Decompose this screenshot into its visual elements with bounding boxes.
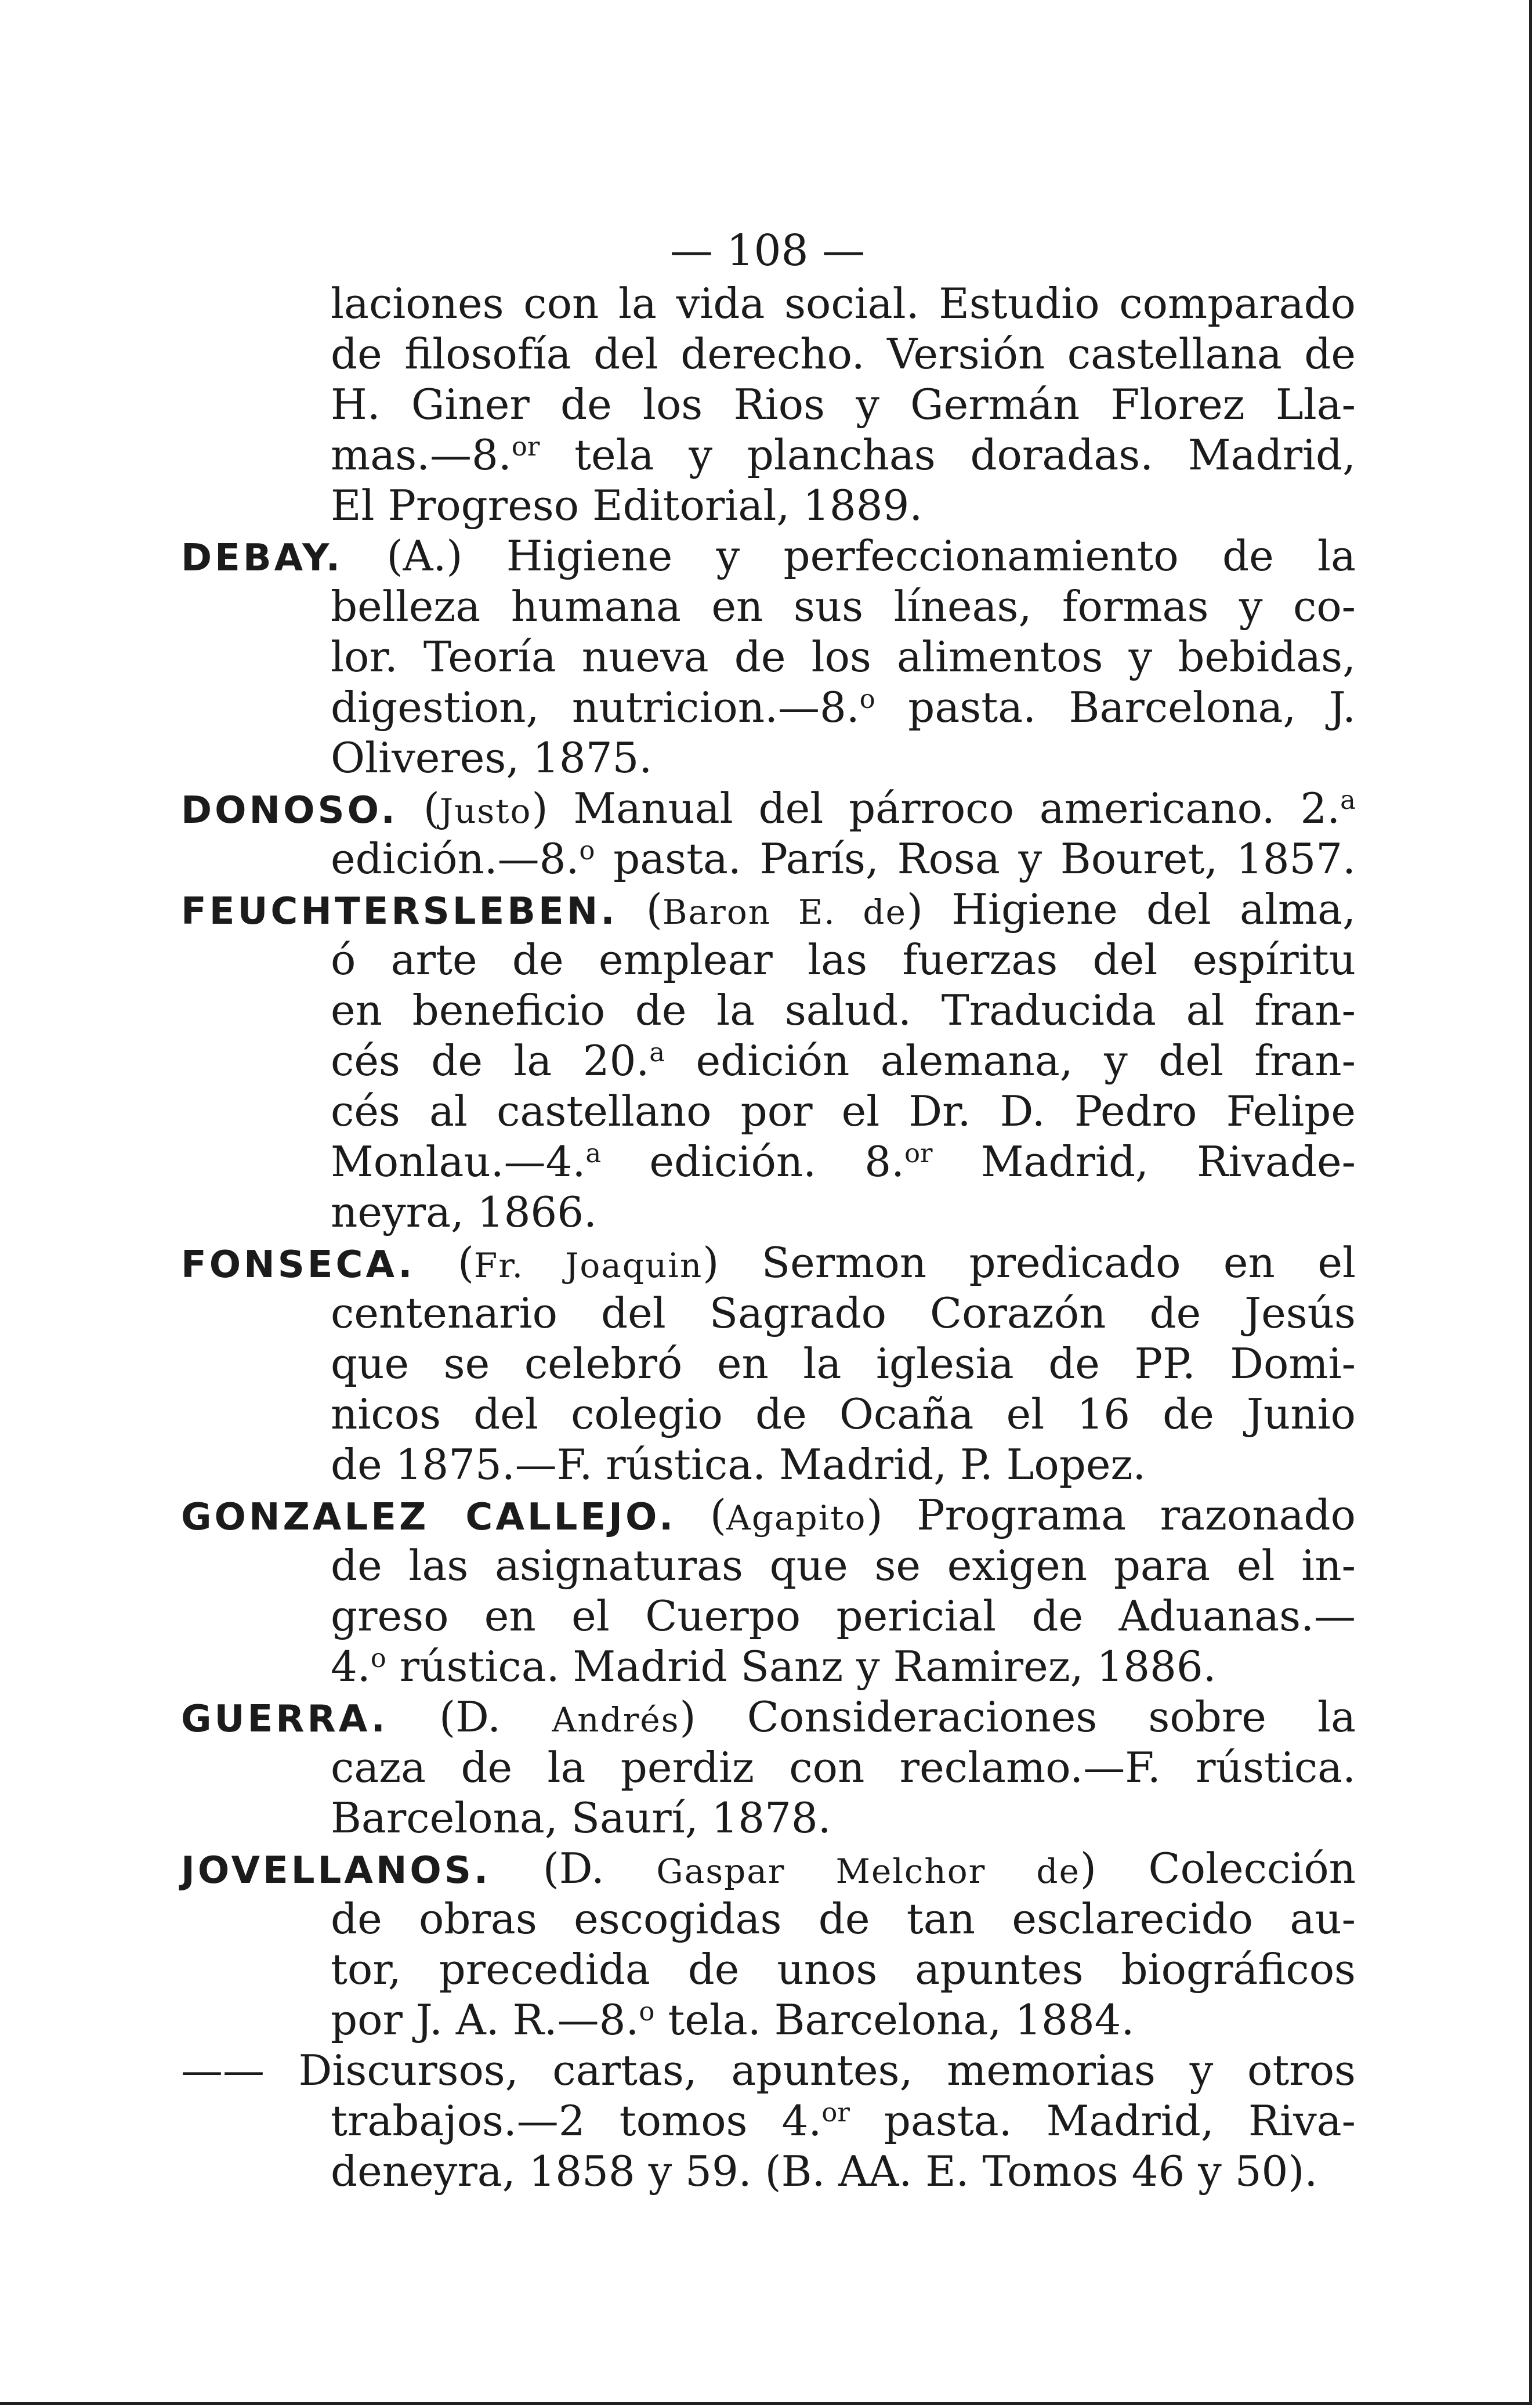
entry-line: 4.$^o$ rústica. Madrid Sanz y Ramirez, 1886.: [331, 1642, 1217, 1691]
entry-line: de obras escogidas de tan esclarecido au-: [331, 1894, 1356, 1943]
entry-line: cés de la 20.$^a$ edición alemana, y del fran-: [331, 1036, 1356, 1085]
entry-guerra: GUERRA. (D. Andrés) Consideraciones sobre la: [181, 1693, 1356, 1741]
entry-author: GUERRA.: [181, 1698, 388, 1741]
entry-line: Oliveres, 1875.: [331, 733, 653, 782]
entry-line: digestion, nutricion.—8.$^o$ pasta. Barcelona, J.: [331, 683, 1356, 732]
entry-line: deneyra, 1858 y 59. (B. AA. E. Tomos 46 y 50).: [331, 2147, 1318, 2196]
catalog-text: [181, 279, 1356, 2197]
entry-author: GONZALEZ CALLEJO.: [181, 1496, 676, 1539]
entry-donoso: DONOSO. (Justo) Manual del párroco americano. 2.$^a$: [181, 784, 1356, 833]
entry-line: edición.—8.$^o$ pasta. París, Rosa y Bouret, 1857.: [331, 834, 1356, 883]
entry-gonzalez-callejo: GONZALEZ CALLEJO. (Agapito) Programa razonado: [181, 1491, 1356, 1539]
entry-author: DEBAY.: [181, 537, 343, 580]
entry-line: greso en el Cuerpo pericial de Aduanas.—: [331, 1592, 1356, 1640]
entry-line: tor, precedida de unos apuntes biográficos: [331, 1945, 1356, 1994]
entry-feuchtersleben: FEUCHTERSLEBEN. (Baron E. de) Higiene del alma,: [181, 885, 1356, 934]
entry-line: Monlau.—4.$^a$ edición. 8.$^{or}$ Madrid, Rivade-: [331, 1137, 1356, 1186]
entry-line: en beneficio de la salud. Traducida al fran-: [331, 986, 1356, 1035]
entry-line: neyra, 1866.: [331, 1188, 597, 1236]
entry-debay: DEBAY. (A.) Higiene y perfeccionamiento de la: [181, 532, 1356, 580]
entry-line: nicos del colegio de Ocaña el 16 de Junio: [331, 1390, 1356, 1438]
entry-line: de las asignaturas que se exigen para el in-: [331, 1541, 1356, 1590]
entry-line: de 1875.—F. rústica. Madrid, P. Lopez.: [331, 1440, 1146, 1489]
entry-jovellanos: JOVELLANOS. (D. Gaspar Melchor de) Colección: [181, 1844, 1356, 1893]
entry-author: FONSECA.: [181, 1243, 415, 1286]
entry-author: DONOSO.: [181, 789, 398, 832]
entry-line: centenario del Sagrado Corazón de Jesús: [331, 1289, 1356, 1337]
entry-line: laciones con la vida social. Estudio comparado: [331, 279, 1356, 328]
entry-jovellanos-discursos: —— Discursos, cartas, apuntes, memorias y otros: [181, 2046, 1356, 2095]
entry-line: de filosofía del derecho. Versión castellana de: [331, 330, 1356, 378]
entry-line: El Progreso Editorial, 1889.: [331, 481, 923, 530]
entry-line: belleza humana en sus líneas, formas y co-: [331, 582, 1356, 631]
entry-line: por J. A. R.—8.$^o$ tela. Barcelona, 1884.: [331, 1995, 1135, 2044]
page-number: — 108 —: [669, 226, 866, 276]
entry-author: FEUCHTERSLEBEN.: [181, 890, 618, 933]
entry-fonseca: FONSECA. (Fr. Joaquin) Sermon predicado en el: [181, 1238, 1356, 1287]
entry-line: Barcelona, Saurí, 1878.: [331, 1794, 831, 1842]
entry-line: H. Giner de los Rios y Germán Florez Lla-: [331, 380, 1356, 429]
entry-line: mas.—8.$^{or}$ tela y planchas doradas. Madrid,: [331, 431, 1356, 479]
entry-line: ó arte de emplear las fuerzas del espíritu: [331, 935, 1356, 984]
entry-line: que se celebró en la iglesia de PP. Domi-: [331, 1339, 1356, 1388]
entry-line: trabajos.—2 tomos 4.$^{or}$ pasta. Madrid, Riva-: [331, 2096, 1356, 2145]
entry-line: cés al castellano por el Dr. D. Pedro Felipe: [331, 1087, 1356, 1136]
entry-line: lor. Teoría nueva de los alimentos y bebidas,: [331, 632, 1356, 681]
entry-line: caza de la perdiz con reclamo.—F. rústica.: [331, 1743, 1356, 1792]
entry-author: JOVELLANOS.: [181, 1849, 491, 1892]
